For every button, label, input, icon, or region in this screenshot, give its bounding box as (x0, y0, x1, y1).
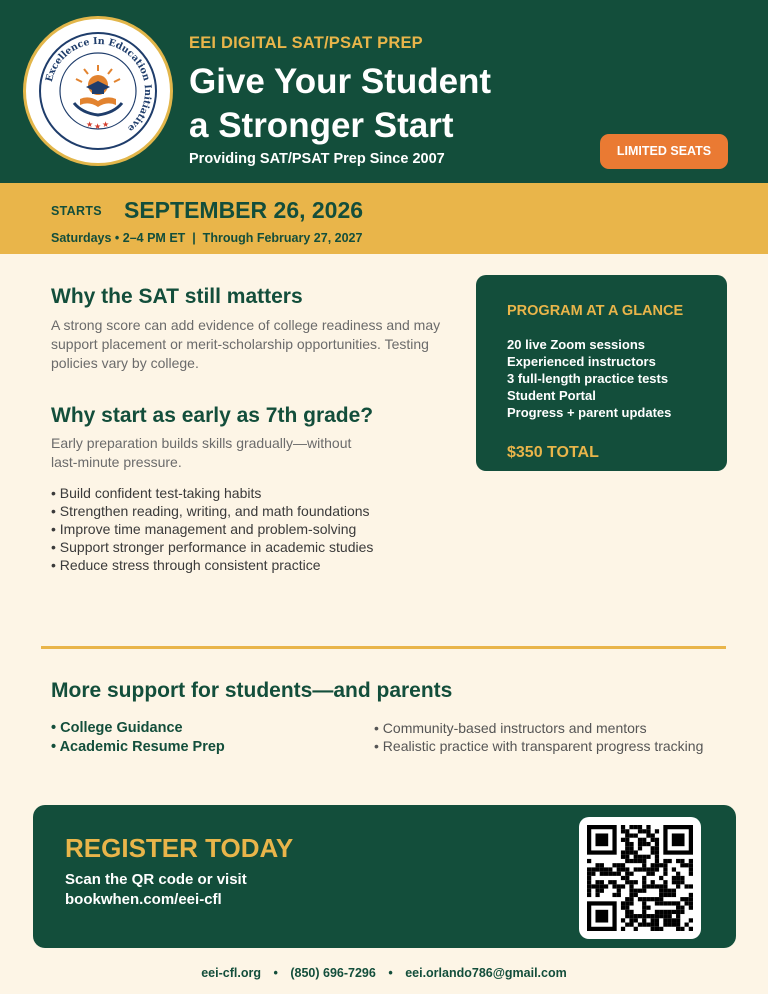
register-instruction: Scan the QR code or visit (65, 871, 247, 888)
list-item: • Reduce stress through consistent practice (51, 556, 373, 574)
glance-list (507, 336, 671, 421)
limited-seats-badge: LIMITED SEATS (600, 134, 728, 169)
footer-separator: • (273, 966, 278, 980)
list-item: • College Guidance (51, 719, 225, 738)
glance-title: PROGRAM AT A GLANCE (507, 303, 684, 319)
list-item: • Strengthen reading, writing, and math foundations (51, 502, 373, 520)
list-item: Progress + parent updates (507, 405, 672, 420)
eei-logo (23, 16, 173, 166)
why-early-heading: Why start as early as 7th grade? (51, 404, 374, 427)
website-link[interactable]: eei-cfl.org (201, 966, 261, 980)
email-link[interactable]: eei.orlando786@gmail.com (405, 966, 567, 980)
list-item: • Build confident test-taking habits (51, 484, 373, 502)
phone-number[interactable]: (850) 696-7296 (290, 966, 376, 980)
program-kicker: EEI DIGITAL SAT/PSAT PREP (189, 34, 423, 52)
title-line-1: Give Your Student (189, 62, 492, 101)
list-item: • Academic Resume Prep (51, 738, 225, 757)
register-url[interactable]: bookwhen.com/eei-cfl (65, 891, 222, 908)
contact-footer (0, 966, 768, 980)
list-item: 20 live Zoom sessions (507, 337, 646, 352)
title-line-2: a Stronger Start (189, 106, 454, 145)
qr-code-icon (587, 825, 693, 931)
list-item: • Support stronger performance in academic studies (51, 538, 373, 556)
qr-code[interactable] (579, 817, 701, 939)
support-list-left (51, 719, 225, 757)
program-price: $350 TOTAL (507, 444, 599, 461)
why-early-body-line-1: Early preparation builds skills gradually—without (51, 435, 352, 451)
list-item: Experienced instructors (507, 354, 656, 369)
benefits-list (51, 484, 373, 574)
why-sat-heading: Why the SAT still matters (51, 285, 303, 308)
footer-separator: • (388, 966, 393, 980)
program-at-a-glance-card (476, 275, 727, 471)
list-item: • Improve time management and problem-solving (51, 520, 373, 538)
start-date: SEPTEMBER 26, 2026 (124, 197, 364, 223)
register-title: REGISTER TODAY (65, 833, 294, 863)
list-item: 3 full-length practice tests (507, 371, 669, 386)
logo-ring-text: Excellence In Education Initiative (43, 35, 154, 134)
support-list-right (374, 719, 704, 755)
list-item: • Community-based instructors and mentors (374, 720, 647, 736)
eei-seal-icon (26, 19, 170, 163)
register-panel (33, 805, 736, 948)
svg-text:★: ★ (86, 120, 94, 129)
why-early-body-line-2: last-minute pressure. (51, 454, 182, 470)
list-item: • Realistic practice with transparent progress tracking (374, 738, 704, 754)
section-divider (41, 646, 726, 649)
list-item: Student Portal (507, 388, 596, 403)
support-heading: More support for students—and parents (51, 679, 453, 702)
page-title (189, 60, 569, 148)
svg-text:★: ★ (102, 120, 110, 129)
schedule-line: Saturdays • 2–4 PM ET | Through February 27, 2027 (51, 231, 363, 245)
why-sat-body: A strong score can add evidence of college readiness and may support placement or merit-scholarship opportunities. Testing policies vary by college. (51, 317, 441, 371)
page-subtitle: Providing SAT/PSAT Prep Since 2007 (189, 151, 445, 167)
svg-text:★: ★ (94, 122, 102, 131)
starts-label: STARTS (51, 204, 102, 218)
